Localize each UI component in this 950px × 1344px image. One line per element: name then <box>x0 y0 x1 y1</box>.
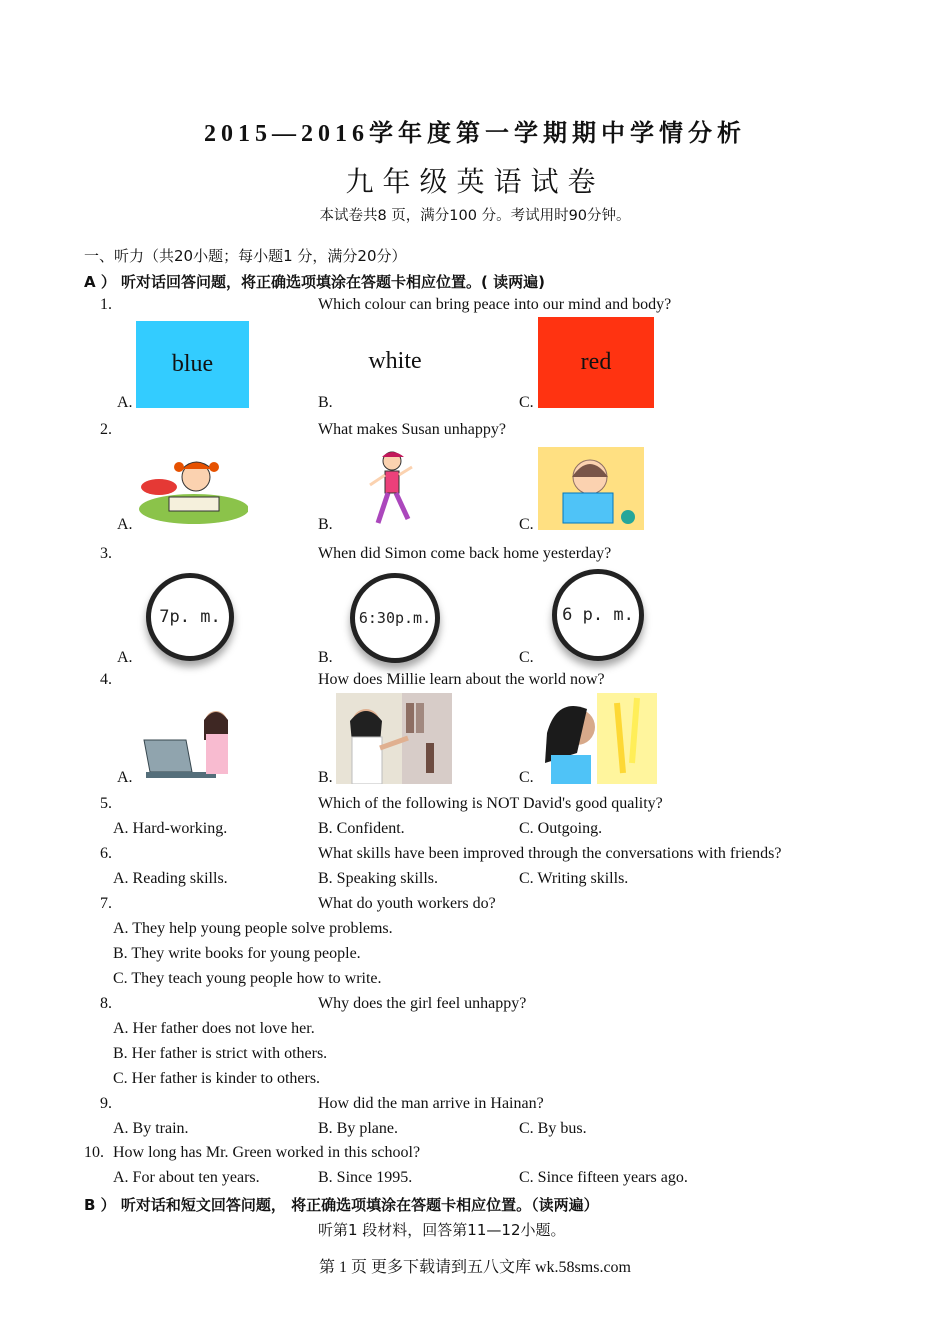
question-text: Which of the following is NOT David's good quality? <box>318 795 663 812</box>
option-b: B. Her father is strict with others. <box>113 1045 328 1062</box>
option-a: A. For about ten years. <box>113 1169 260 1186</box>
option-b: B. They write books for young people. <box>113 945 361 962</box>
option-a: A. They help young people solve problems. <box>113 920 393 937</box>
option-b: B. Speaking skills. <box>318 870 439 887</box>
question-text: What skills have been improved through the conversations with friends? <box>318 845 782 862</box>
page-footer: 第 1 页 更多下载请到五八文库 wk.58sms.com <box>318 1259 631 1276</box>
option-a: A. <box>117 649 133 666</box>
part-a-instruction: A ） 听对话回答问题，将正确选项填涂在答题卡相应位置。( 读两遍) <box>84 273 545 291</box>
girl-profile-photo <box>537 693 657 784</box>
option-b: B. <box>318 394 333 411</box>
part-b-instruction: B ） 听对话和短文回答问题， 将正确选项填涂在答题卡相应位置。（读两遍） <box>84 1196 599 1214</box>
exam-info: 本试卷共8 页，满分100 分。考试用时90分钟。 <box>319 208 631 224</box>
option-a: A. Reading skills. <box>113 870 228 887</box>
color-label: blue <box>171 351 214 377</box>
question-text: What do youth workers do? <box>318 895 496 912</box>
option-b: B. <box>318 769 333 786</box>
option-c: C. By bus. <box>519 1120 587 1137</box>
option-c: C. Since fifteen years ago. <box>519 1169 688 1186</box>
question-number: 7. <box>100 895 112 912</box>
clock-label: 6 p. m. <box>562 605 634 625</box>
section-heading: 一、听力（共20小题；每小题1 分，满分20分） <box>84 247 407 265</box>
clock-6pm <box>552 569 644 661</box>
question-number: 1. <box>100 296 112 313</box>
question-number: 3. <box>100 545 112 562</box>
option-c: C. Writing skills. <box>519 870 629 887</box>
question-text: How does Millie learn about the world now? <box>318 671 605 688</box>
question-number: 5. <box>100 795 112 812</box>
question-text: How long has Mr. Green worked in this school? <box>113 1144 421 1161</box>
clock-630pm <box>350 573 440 663</box>
option-c: C. Her father is kinder to others. <box>113 1070 321 1087</box>
question-text: When did Simon come back home yesterday? <box>318 545 612 562</box>
question-number: 9. <box>100 1095 112 1112</box>
color-label: red <box>580 349 612 375</box>
question-number: 8. <box>100 995 112 1012</box>
option-a: A. <box>117 516 133 533</box>
question-number: 6. <box>100 845 112 862</box>
option-a: A. By train. <box>113 1120 189 1137</box>
girl-reading-picture <box>134 447 248 527</box>
color-label: white <box>368 347 422 374</box>
option-c: C. <box>519 649 534 666</box>
question-text: Which colour can bring peace into our mind and body? <box>318 296 672 313</box>
option-b: B. Since 1995. <box>318 1169 413 1186</box>
clock-label: 6:30p.m. <box>358 609 432 627</box>
option-b: B. <box>318 516 333 533</box>
option-c: C. They teach young people how to write. <box>113 970 382 987</box>
part-b-note: 听第1 段材料，回答第11—12小题。 <box>318 1221 566 1239</box>
exam-subtitle: 九年级英语试卷 <box>345 165 605 198</box>
question-number: 4. <box>100 671 112 688</box>
page-title: 2015—2016学年度第一学期期中学情分析 <box>204 121 746 147</box>
girl-bookshelf-photo <box>336 693 452 784</box>
blue-color-card <box>136 321 249 408</box>
option-c: C. Outgoing. <box>519 820 603 837</box>
option-a: A. Hard-working. <box>113 820 228 837</box>
question-text: What makes Susan unhappy? <box>318 421 506 438</box>
clock-7pm <box>146 573 234 661</box>
option-b: B. By plane. <box>318 1120 398 1137</box>
question-number: 10. <box>84 1144 104 1161</box>
option-b: B. Confident. <box>318 820 405 837</box>
clock-label: 7p. m. <box>159 607 221 627</box>
option-a: A. Her father does not love her. <box>113 1020 315 1037</box>
option-c: C. <box>519 769 534 786</box>
question-text: How did the man arrive in Hainan? <box>318 1095 544 1112</box>
girl-laptop-photo <box>136 700 240 784</box>
option-a: A. <box>117 394 133 411</box>
question-number: 2. <box>100 421 112 438</box>
option-a: A. <box>117 769 133 786</box>
red-color-card <box>538 317 654 408</box>
option-c: C. <box>519 516 534 533</box>
girl-running-picture <box>360 447 420 529</box>
girl-computer-picture <box>538 447 644 530</box>
option-c: C. <box>519 394 534 411</box>
white-color-card <box>340 330 450 392</box>
option-b: B. <box>318 649 333 666</box>
question-text: Why does the girl feel unhappy? <box>318 995 527 1012</box>
